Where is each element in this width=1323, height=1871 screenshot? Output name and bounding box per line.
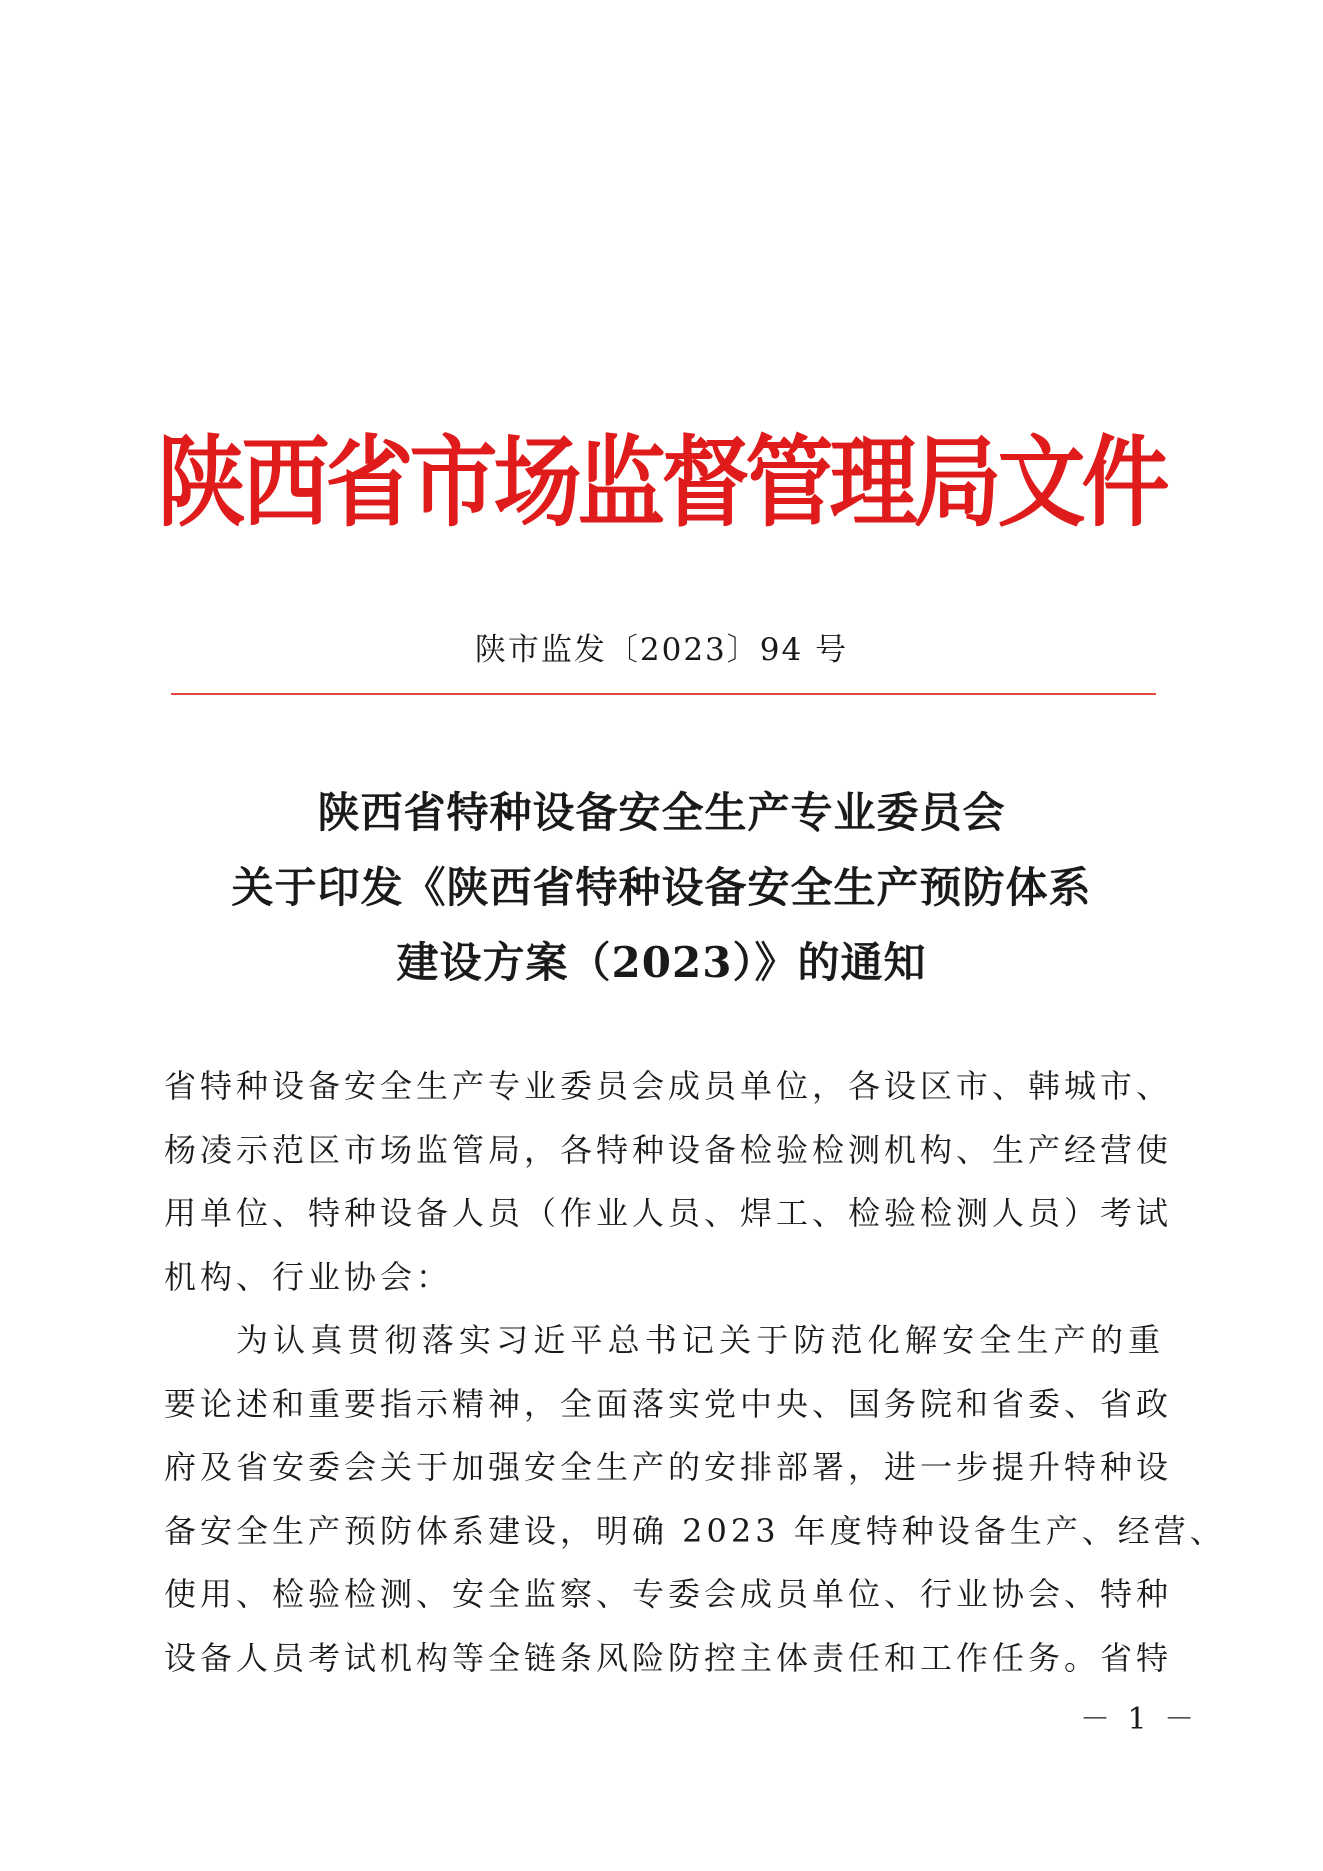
paragraph-line: 备安全生产预防体系建设，明确 2023 年度特种设备生产、经营、	[164, 1511, 1226, 1550]
addressee-line: 省特种设备安全生产专业委员会成员单位，各设区市、韩城市、	[164, 1067, 1173, 1105]
notice-title-line: 关于印发《陕西省特种设备安全生产预防体系	[231, 863, 1092, 912]
addressee-line: 机构、行业协会：	[164, 1257, 453, 1296]
notice-title	[150, 775, 1173, 1000]
paragraph-line: 设备人员考试机构等全链条风险防控主体责任和工作任务。省特	[164, 1638, 1173, 1677]
paragraph-line: 使用、检验检测、安全监察、专委会成员单位、行业协会、特种	[164, 1575, 1173, 1613]
document-number: 陕市监发〔2023〕94 号	[474, 632, 849, 668]
masthead-title: 陕西省市场监督管理局文件	[157, 423, 1166, 540]
paragraph-line: 府及省安委会关于加强安全生产的安排部署，进一步提升特种设	[164, 1448, 1173, 1486]
notice-title-line: 陕西省特种设备安全生产专业委员会	[317, 788, 1006, 837]
addressee-line: 杨凌示范区市场监管局，各特种设备检验检测机构、生产经营使	[164, 1130, 1173, 1169]
page-number: － 1 －	[1080, 1702, 1199, 1737]
addressee-line: 用单位、特种设备人员（作业人员、焊工、检验检测人员）考试	[164, 1194, 1173, 1232]
body-text	[164, 1055, 1226, 1690]
red-divider-rule	[171, 693, 1156, 695]
paragraph-line: 要论述和重要指示精神，全面落实党中央、国务院和省委、省政	[164, 1384, 1173, 1423]
paragraph-line: 为认真贯彻落实习近平总书记关于防范化解安全生产的重	[236, 1321, 1164, 1359]
notice-title-line: 建设方案（2023）》的通知	[396, 938, 927, 987]
